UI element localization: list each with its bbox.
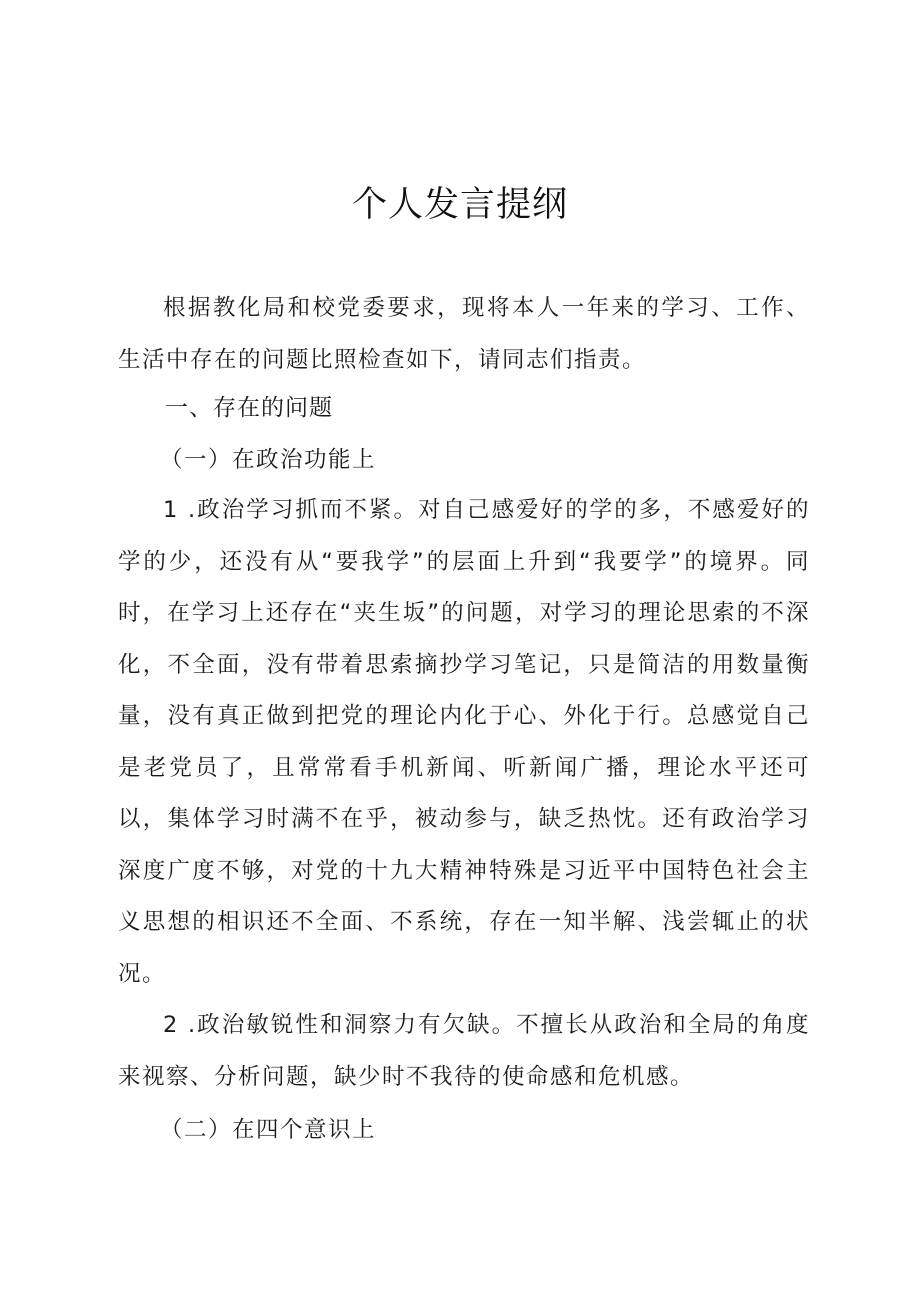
- section-heading-problems: 一、存在的问题: [165, 395, 333, 421]
- subsection-heading-political-function: （一）在政治功能上: [160, 447, 377, 473]
- subsection-heading-four-consciousness: （二）在四个意识上: [160, 1117, 377, 1143]
- document-title: 个人发言提纲: [351, 185, 568, 225]
- item-paragraph-1: 1 .政治学习抓而不紧。对自己感爱好的学的多，不感爱好的学的少，还没有从“要我学”的层面上升到“我要学”的境界。同时，在学习上还存在“夹生坂”的问题，对学习的理论思索的不深化，不全面，没有带着思索摘抄学习笔记，只是简洁的用数量衡量，没有真正做到把党的理论内化于心、外化于行。总感觉自己是老党员了，且常常看手机新闻、听新闻广播，理论水平还可以，集体学习时满不在乎，被动参与，缺乏热忱。还有政治学习深度广度不够，对党的十九大精神特殊是习近平中国特色社会主义思想的相识还不全面、不系统，存在一知半解、浅尝辄止的状况。: [118, 497, 810, 987]
- item-paragraph-2: 2 .政治敏锐性和洞察力有欠缺。不擅长从政治和全局的角度来视察、分析问题，缺少时不我待的使命感和危机感。: [118, 1012, 810, 1090]
- intro-paragraph: 根据教化局和校党委要求，现将本人一年来的学习、工作、生活中存在的问题比照检查如下，请同志们指责。: [118, 295, 810, 373]
